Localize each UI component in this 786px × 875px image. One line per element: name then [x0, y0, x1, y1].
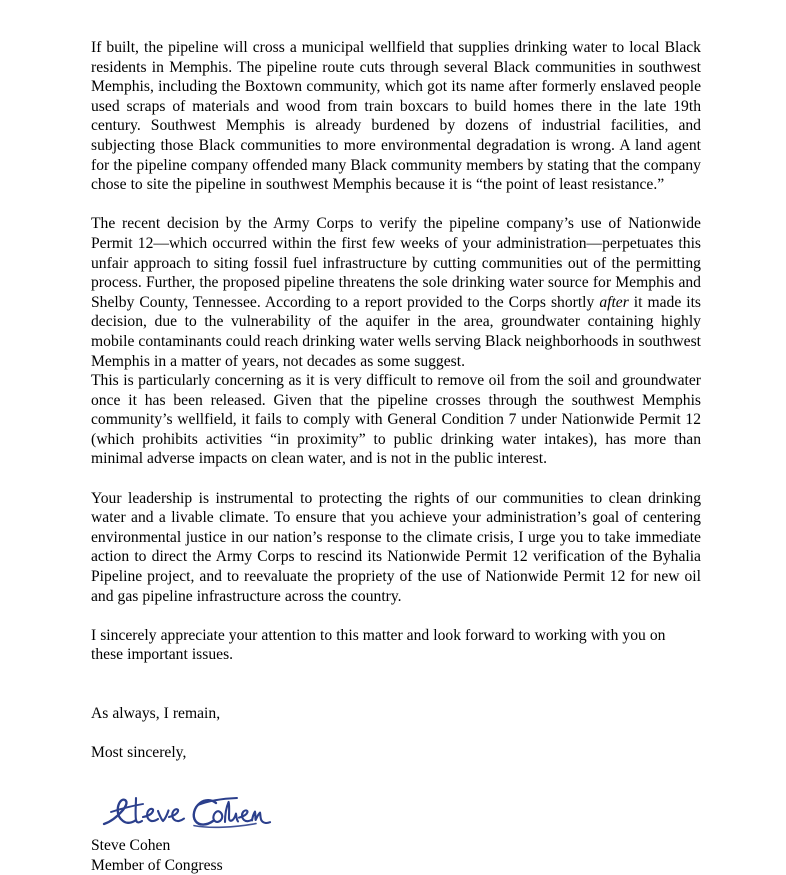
- signature-image: [98, 792, 268, 836]
- closing-line-2: Most sincerely,: [91, 744, 187, 762]
- paragraph-3: This is particularly concerning as it is very difficult to remove oil from the soil and groundwater once it has been released. Given that the pipeline crosses through the southwest Memphis community’s wellfield, it fails to comply with General Condition 7 under Nationwide Permit 12 (which prohibits activities “in proximity” to public drinking water intakes), has more than minimal adverse impacts on clean water, and is not in the public interest.: [91, 372, 701, 468]
- paragraph-spacer: [91, 606, 701, 626]
- paragraph-spacer: [91, 469, 701, 489]
- paragraph-2-text-b: it made its decision, due to the vulnerability of the aquifer in the area, groundwater containing highly mobile contaminants could reach drinking water wells serving Black neighborhoods in southwest Memphis in a matter of years, not decades as some suggest.: [91, 293, 701, 370]
- paragraph-2: [91, 214, 701, 371]
- signer-name: Steve Cohen: [91, 836, 171, 854]
- paragraph-5: I sincerely appreciate your attention to this matter and look forward to working with you on these important issues.: [91, 626, 666, 664]
- signer-title: Member of Congress: [91, 856, 223, 874]
- paragraph-2-emphasis-after: after: [599, 293, 629, 311]
- letter-body: [91, 38, 701, 875]
- paragraph-4: Your leadership is instrumental to protecting the rights of our communities to clean drinking water and a livable climate. To ensure that you achieve your administration’s goal of centering environmental justice in our nation’s response to the climate crisis, I urge you to take immediate action to direct the Army Corps to rescind its Nationwide Permit 12 verification of the Byhalia Pipeline project, and to reevaluate the propriety of the use of Nationwide Permit 12 for new oil and gas pipeline infrastructure across the country.: [91, 489, 701, 605]
- paragraph-1: If built, the pipeline will cross a municipal wellfield that supplies drinking water to local Black residents in Memphis. The pipeline route cuts through several Black communities in southwest Memphis, including the Boxtown community, which got its name after formerly enslaved people used scraps of materials and wood from train boxcars to build homes there in the late 19th century. Southwest Memphis is already burdened by dozens of industrial facilities, and subjecting those Black communities to more environmental degradation is wrong. A land agent for the pipeline company offended many Black community members by stating that the company chose to site the pipeline in southwest Memphis because it is “the point of least resistance.”: [91, 39, 701, 194]
- closing-spacer: [91, 724, 701, 744]
- closing-line-1: As always, I remain,: [91, 705, 221, 723]
- closing-spacer: [91, 665, 701, 704]
- paragraph-spacer: [91, 195, 701, 215]
- signature-spacer: [91, 763, 701, 792]
- paragraph-2-text-a: The recent decision by the Army Corps to verify the pipeline company’s use of Nationwide Permit 12—which occurred within the first few weeks of your administration—perpetuates this unfair approach to siting fossil fuel infrastructure by cutting communities out of the permitting process. Further, the proposed pipeline threatens the sole drinking water source for Memphis and Shelby County, Tennessee. According to a report provided to the Corps shortly: [91, 215, 701, 311]
